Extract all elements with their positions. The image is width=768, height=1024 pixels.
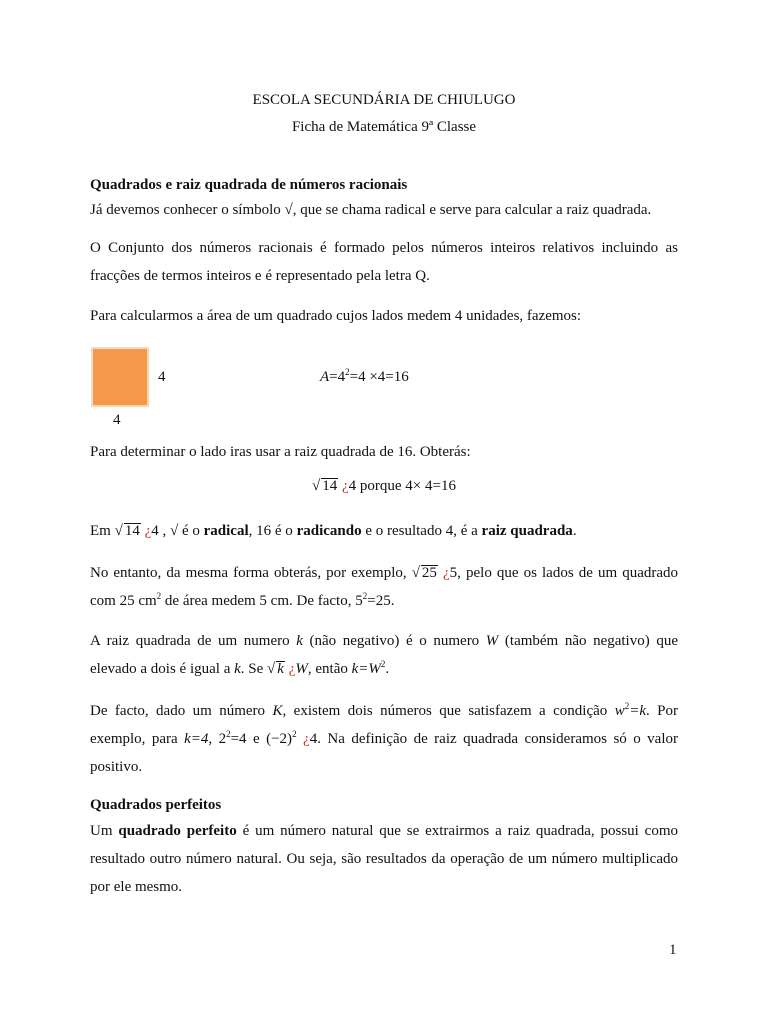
paragraph-perfect-square: Um quadrado perfeito é um número natural que se extrairmos a raiz quadrada, possui como resultado outro número natural. Ou seja, são resultados da operação de um número multiplicado por ele mesmo. (90, 823, 679, 895)
school-name: ESCOLA SECUNDÁRIA DE CHIULUGO (252, 92, 516, 108)
section-title-perfect-squares: Quadrados perfeitos (90, 797, 222, 813)
paragraph-square-area: Para calcularmos a área de um quadrado cujos lados medem 4 unidades, fazemos: (90, 308, 582, 324)
paragraph-example-25: No entanto, da mesma forma obterás, por exemplo, √ 25 ¿5, pelo que os lados de um quadrado com 25 $cm^2$ de área medem 5 cm. De facto, $5^2=25$. (90, 565, 679, 609)
paragraph-definition: A raiz quadrada de um numero k (não negativo) é o numero W (também não negativo) que elevado a dois é igual a k. Se √ k ¿W, então $k=W^2$. (90, 633, 678, 677)
square-side-label-right: 4 (158, 369, 166, 385)
formula-area: $A=4^2=4 \times 4=16$ (320, 367, 409, 385)
paragraph-two-numbers: De facto, dado um número K, existem dois números que satisfazem a condição $w^2=k$. Por exemplo, para k=4, $2^2=4$ e $(-2)^2$ ¿4. Na definição de raiz quadrada consideramos só o valor positivo. (90, 701, 678, 775)
formula-root: √ 14 ¿4 porque 4× 4=16 (312, 478, 456, 494)
paragraph-rational-set: O Conjunto dos números racionais é formado pelos números inteiros relativos incluindo as fracções de termos inteiros e é representado pela letra Q. (90, 240, 678, 284)
square-side-label-bottom: 4 (113, 412, 121, 428)
section-title-squares-roots: Quadrados e raiz quadrada de números racionais (90, 177, 408, 193)
page-number: 1 (669, 942, 677, 958)
sqrt-expression: √ 14 (312, 478, 338, 494)
paragraph-determine-side: Para determinar o lado iras usar a raiz quadrada de 16. Obterás: (90, 444, 471, 460)
orange-square-figure (91, 347, 149, 407)
paragraph-radical-symbol: Já devemos conhecer o símbolo √, que se chama radical e serve para calcular a raiz quadrada. (90, 202, 652, 218)
worksheet-subtitle: Ficha de Matemática 9ª Classe (291, 119, 477, 135)
paragraph-root-terms: Em √ 14 ¿4 , √ é o radical, 16 é o radicando e o resultado 4, é a raiz quadrada. (90, 523, 577, 539)
